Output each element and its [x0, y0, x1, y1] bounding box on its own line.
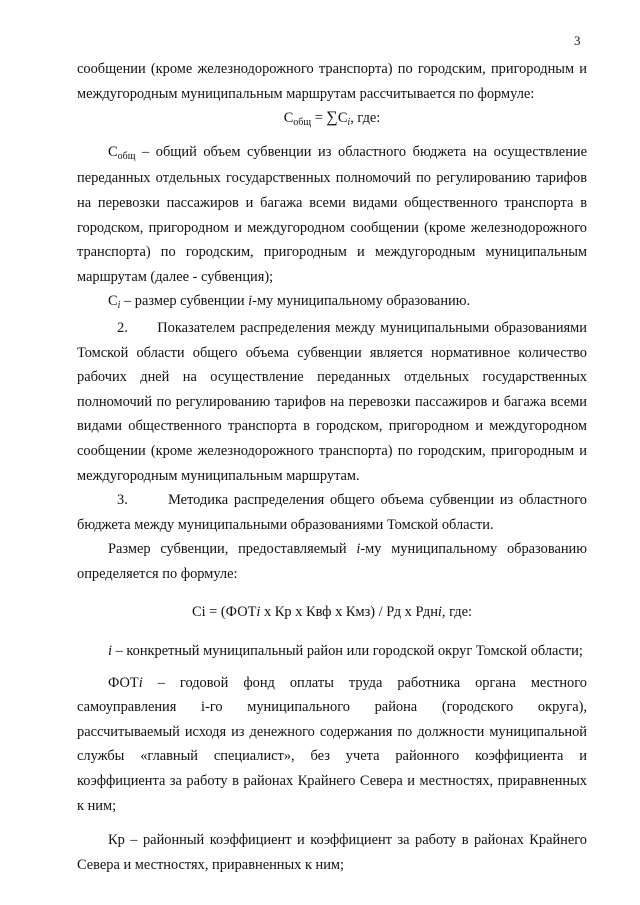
formula-total-lhs-sub: общ: [293, 117, 312, 129]
sigma-symbol: ∑: [326, 109, 338, 127]
definition-ci: [77, 289, 587, 316]
intro-paragraph: сообщении (кроме железнодорожного транспорта) по городским, пригородным и междугородным муниципальным маршрутам рассчитывается по формуле:: [77, 61, 587, 102]
definition-ci-text-a: – размер субвенции: [120, 293, 249, 310]
formula-total: [77, 106, 587, 133]
definition-ci-text-b: -му муниципальному образованию.: [252, 293, 471, 310]
page-number: 3: [574, 33, 581, 48]
formula-ci-a: Ci = (ФОТ: [191, 604, 257, 621]
formula-ci: [77, 600, 587, 625]
formula-total-eq: =: [311, 110, 327, 127]
size-intro-i: i: [356, 541, 361, 558]
definition-fot-text: – годовой фонд оплаты труда работника органа местного самоуправления i-го муниципального района (городского округа), рассчитываемый исходя из денежного содержания по должности муниципальной службы «главный специалист», без учета районного коэффициента и коэффициента за работу в районах Крайнего Севера и местностях, приравненных к ним;: [77, 674, 587, 814]
item-2-paragraph: 2. Показателем распределения между муниципальными образованиями Томской области общего объема субвенции является нормативное количество рабочих дней на осуществление переданных отдельных государственных полномочий по регулированию тарифов на перевозки пассажиров и багажа всеми видами общественного транспорта в городском, пригородном и междугородном сообщении (кроме железнодорожного транспорта) по городским, пригородным и междугородным муниципальным маршрутам.: [77, 319, 591, 484]
document-body: [77, 57, 591, 877]
size-intro-paragraph: [77, 537, 587, 586]
definition-i: [77, 639, 587, 664]
formula-total-rhs-sub: i: [347, 117, 351, 129]
definition-fot: [77, 671, 587, 819]
definition-ci-symbol: C: [108, 293, 118, 310]
definition-total-symbol: C: [108, 143, 118, 160]
formula-ci-c: , где:: [441, 604, 473, 621]
formula-ci-i2: i: [437, 604, 442, 621]
size-intro-a: Размер субвенции, предоставляемый: [108, 541, 357, 558]
item-3-paragraph: 3. Методика распределения общего объема субвенции из областного бюджета между муниципальными образованиями Томской области.: [77, 492, 591, 533]
definition-total-subvention: [77, 140, 587, 290]
definition-fot-symbol: ФОТ: [108, 674, 139, 691]
definition-kr: Кр – районный коэффициент и коэффициент за работу в районах Крайнего Севера и местностях, приравненных к ним;: [77, 832, 587, 873]
formula-ci-i1: i: [256, 604, 261, 621]
definition-fot-i: i: [138, 674, 143, 691]
definition-ci-sub: i: [117, 300, 121, 312]
definition-i-symbol: i: [108, 643, 112, 660]
definition-ci-i: i: [248, 293, 253, 310]
definition-total-sub: общ: [117, 150, 136, 162]
size-intro-b: -му муниципальному образованию определяется по формуле:: [77, 541, 587, 582]
definition-total-text: – общий объем субвенции из областного бюджета на осуществление переданных отдельных государственных полномочий по регулированию тарифов на перевозки пассажиров и багажа всеми видами общественного транспорта в городском, пригородном и междугородном сообщении (кроме железнодорожного транспорта) по городским, пригородным и междугородным муниципальным маршрутам (далее - субвенция);: [77, 143, 587, 285]
formula-ci-b: х Кр х Квф х Кмз) / Рд х Рдн: [260, 604, 438, 621]
formula-total-rhs: C: [337, 110, 348, 127]
definition-i-text: – конкретный муниципальный район или городской округ Томской области;: [112, 643, 583, 660]
formula-total-lhs: C: [283, 110, 294, 127]
formula-total-tail: , где:: [350, 110, 381, 127]
